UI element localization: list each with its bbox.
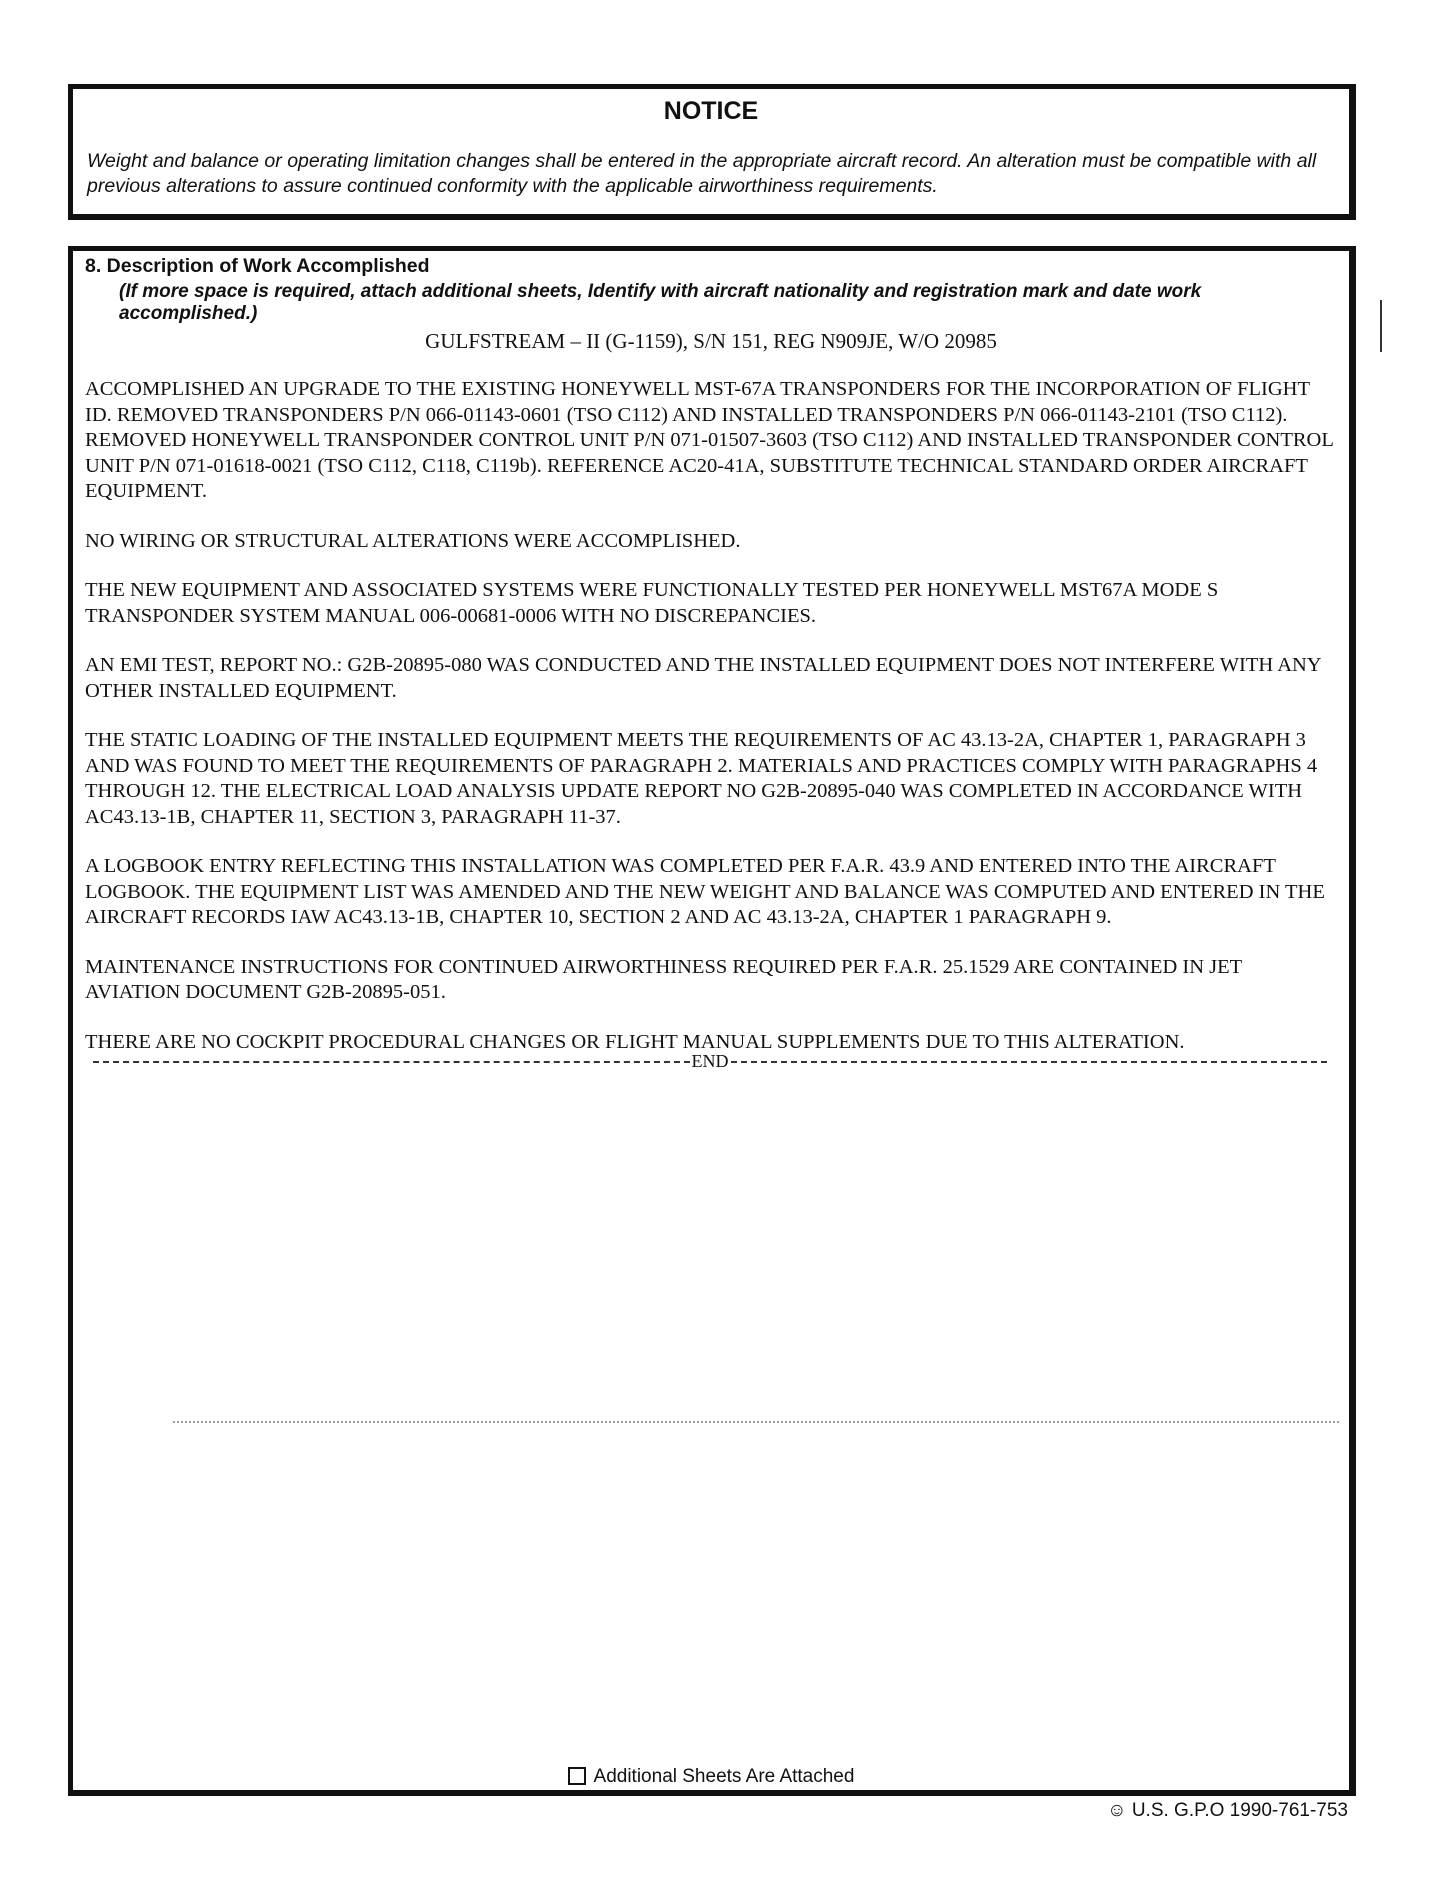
paragraph-static-loading: THE STATIC LOADING OF THE INSTALLED EQUIPMENT MEETS THE REQUIREMENTS OF AC 43.13-2A, CHAPTER 1, PARAGRAPH 3 AND WAS FOUND TO MEET THE REQUIREMENTS OF PARAGRAPH 2. MATERIALS AND PRACTICES COMPLY WITH PARAGRAPHS 4 THROUGH 12. THE ELECTRICAL LOAD ANALYSIS UPDATE REPORT NO G2B-20895-040 WAS COMPLETED IN ACCORDANCE WITH AC43.13-1B, CHAPTER 11, SECTION 3, PARAGRAPH 11-37. bbox=[85, 729, 1318, 828]
margin-mark bbox=[1380, 300, 1382, 352]
paragraph-cockpit: THERE ARE NO COCKPIT PROCEDURAL CHANGES OR FLIGHT MANUAL SUPPLEMENTS DUE TO THIS ALTERATION. bbox=[85, 1030, 1185, 1053]
additional-sheets bbox=[73, 1766, 1349, 1788]
dash-right bbox=[731, 1061, 1328, 1063]
paragraph-upgrade: ACCOMPLISHED AN UPGRADE TO THE EXISTING HONEYWELL MST-67A TRANSPONDERS FOR THE INCORPORATION OF FLIGHT ID. REMOVED TRANSPONDERS P/N 066-01143-0601 (TSO C112) AND INSTALLED TRANSPONDERS P/N 066-01143-2101 (TSO C112). REMOVED HONEYWELL TRANSPONDER CONTROL UNIT P/N 071-01507-3603 (TSO C112) AND INSTALLED TRANSPONDER CONTROL UNIT P/N 071-01618-0021 (TSO C112, C118, C119b). REFERENCE AC20-41A, SUBSTITUTE TECHNICAL STANDARD ORDER AIRCRAFT EQUIPMENT. bbox=[85, 378, 1334, 502]
paragraph-emi-test: AN EMI TEST, REPORT NO.: G2B-20895-080 WAS CONDUCTED AND THE INSTALLED EQUIPMENT DOES NOT INTERFERE WITH ANY OTHER INSTALLED EQUIPMENT. bbox=[85, 654, 1321, 702]
aircraft-identification: GULFSTREAM – II (G-1159), S/N 151, REG N909JE, W/O 20985 bbox=[425, 329, 997, 353]
paragraph-testing: THE NEW EQUIPMENT AND ASSOCIATED SYSTEMS WERE FUNCTIONALLY TESTED PER HONEYWELL MST67A MODE S TRANSPONDER SYSTEM MANUAL 006-00681-0006 WITH NO DISCREPANCIES. bbox=[85, 579, 1219, 627]
notice-title: NOTICE bbox=[663, 97, 759, 125]
work-description-box bbox=[68, 246, 1356, 1796]
notice-box bbox=[68, 84, 1356, 220]
end-label: END bbox=[691, 1050, 729, 1071]
notice-text: Weight and balance or operating limitation changes shall be entered in the appropriate aircraft record. An alteration must be compatible with all previous alterations to assure continued conformity with the applicable airworthiness requirements. bbox=[87, 150, 1317, 197]
additional-sheets-label: Additional Sheets Are Attached bbox=[593, 1766, 855, 1787]
faint-rule bbox=[173, 1421, 1339, 1423]
paragraph-maintenance: MAINTENANCE INSTRUCTIONS FOR CONTINUED AIRWORTHINESS REQUIRED PER F.A.R. 25.1529 ARE CONTAINED IN JET AVIATION DOCUMENT G2B-20895-051. bbox=[85, 955, 1242, 1003]
work-description-body bbox=[85, 377, 1339, 1055]
section-heading: 8. Description of Work Accomplished bbox=[85, 255, 430, 277]
section-instructions: (If more space is required, attach additional sheets, Identify with aircraft nationality and registration mark and date work accomplished.) bbox=[119, 281, 1202, 324]
additional-sheets-checkbox[interactable] bbox=[568, 1767, 586, 1785]
gpo-imprint: ☺ U.S. G.P.O 1990-761-753 bbox=[1107, 1800, 1348, 1821]
dash-left bbox=[93, 1061, 690, 1063]
paragraph-wiring: NO WIRING OR STRUCTURAL ALTERATIONS WERE ACCOMPLISHED. bbox=[85, 529, 741, 552]
end-divider bbox=[93, 1049, 1327, 1073]
paragraph-logbook: A LOGBOOK ENTRY REFLECTING THIS INSTALLATION WAS COMPLETED PER F.A.R. 43.9 AND ENTERED INTO THE AIRCRAFT LOGBOOK. THE EQUIPMENT LIST WAS AMENDED AND THE NEW WEIGHT AND BALANCE WAS COMPUTED AND ENTERED IN THE AIRCRAFT RECORDS IAW AC43.13-1B, CHAPTER 10, SECTION 2 AND AC 43.13-2A, CHAPTER 1 PARAGRAPH 9. bbox=[85, 855, 1325, 928]
